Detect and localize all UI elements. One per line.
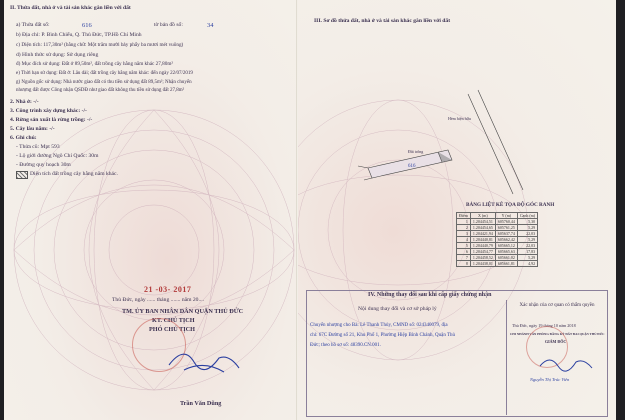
coord-y: 605665,63 <box>495 249 517 255</box>
confirm-column-title: Xác nhận của cơ quan có thẩm quyền <box>519 303 595 308</box>
coord-y: 605661,02 <box>495 255 517 261</box>
confirm-signer: Nguyễn Thị Trúc Viên <box>530 377 570 382</box>
lot-diagram <box>328 80 528 200</box>
note-2: - Lộ giới đường Ngô Chí Quốc: 30m <box>16 153 99 159</box>
construction: 3. Công trình xây dựng khác: -/- <box>10 108 87 114</box>
coord-table-title: BẢNG LIỆT KÊ TỌA ĐỘ GÓC RANH <box>466 202 555 208</box>
coord-header: Cạnh (m) <box>517 213 537 219</box>
coord-x: 1.204458,52 <box>470 255 495 261</box>
coord-y: 605761,25 <box>495 225 517 231</box>
lot-number: 616 <box>82 22 92 29</box>
point-id: 4 <box>457 237 471 243</box>
org-line-3: PHÓ CHỦ TỊCH <box>149 326 195 333</box>
point-id: 5 <box>457 243 471 249</box>
coord-header: X (m) <box>470 213 495 219</box>
table-row <box>457 261 538 267</box>
coord-x: 1.204454,51 <box>470 219 495 225</box>
org-line-2: KT. CHỦ TỊCH <box>152 317 195 324</box>
coord-x: 1.204454,77 <box>470 249 495 255</box>
edge-length: 22,03 <box>517 231 537 237</box>
confirm-org: CHI NHÁNH VĂN PHÒNG ĐĂNG KÝ ĐẤT ĐAI QUẬN THỦ ĐỨC <box>510 332 605 336</box>
signature <box>164 340 244 380</box>
left-page <box>4 0 300 420</box>
coord-x: 1.204440,79 <box>470 243 495 249</box>
point-id: 6 <box>457 249 471 255</box>
coord-y: 605760,44 <box>495 219 517 225</box>
change-text-2: chỉ: 67C Đường số 21, Khu Phố 1, Phường Hiệp Bình Chánh, Quận Thủ <box>310 333 456 338</box>
confirm-signature <box>536 352 596 374</box>
place-date: Thủ Đức, ngày ...... tháng ....... năm 20.... <box>112 297 205 303</box>
point-id: 7 <box>457 255 471 261</box>
lot-label: a) Thửa đất số: <box>16 22 50 28</box>
perennial: 5. Cây lâu năm: -/- <box>10 126 55 132</box>
coord-x: 1.204421,94 <box>470 231 495 237</box>
edge-length: 4,92 <box>517 261 537 267</box>
coord-y: 605662,42 <box>495 237 517 243</box>
legend-swatch <box>16 171 28 179</box>
change-column-title: Nội dung thay đổi và cơ sở pháp lý <box>358 306 437 312</box>
note-3: - Đường quy hoạch 30m <box>16 162 71 168</box>
origin-cont: nhượng đất được Công nhận QSDĐ như giao đất không thu tiền sử dụng đất 27,8m² <box>16 88 185 93</box>
coord-x: 1.204454,65 <box>470 225 495 231</box>
lot-number-map: 616 <box>408 164 416 169</box>
vacant-label: Đất trống <box>408 149 424 154</box>
coord-header: Điểm <box>457 213 471 219</box>
edge-length: 5,29 <box>517 237 537 243</box>
notes-title: 6. Ghi chú: <box>10 135 37 141</box>
edge-length: 5,29 <box>517 255 537 261</box>
coord-x: 1.204440,81 <box>470 237 495 243</box>
coord-y: 605637,74 <box>495 231 517 237</box>
coord-table <box>456 212 538 267</box>
address: b) Địa chỉ: P. Bình Chiểu, Q. Thủ Đức, TP.Hồ Chí Minh <box>16 32 142 38</box>
purpose: đ) Mục đích sử dụng: Đất ở 89,50m², đất trồng cây hằng năm khác 27,80m² <box>16 61 173 67</box>
map-label: tờ bản đồ số: <box>154 22 183 28</box>
forest: 4. Rừng sản xuất là rừng trồng: -/- <box>10 117 93 123</box>
signer-name: Trần Văn Dũng <box>180 400 222 407</box>
area: c) Diện tích: 117,30m² (bằng chữ: Một trăm mười bảy phẩy ba mươi mét vuông) <box>16 42 184 48</box>
map-number: 34 <box>207 22 214 29</box>
change-text-1: Chuyển nhượng cho Bà: Lê Thanh Thủy, CMND số: 024340079, địa <box>310 323 448 328</box>
point-id: 8 <box>457 261 471 267</box>
usage-form: d) Hình thức sử dụng: Sử dụng riêng <box>16 52 99 58</box>
coord-x: 1.204438,01 <box>470 261 495 267</box>
term: e) Thời hạn sử dụng: Đất ở: Lâu dài; đất trồng cây hằng năm khác: đến ngày 22/07/2019 <box>16 71 193 76</box>
confirm-date: Thủ Đức, ngày 19 tháng 10 năm 2018 <box>512 323 576 328</box>
legend-note: Diện tích đất trồng cây hằng năm khác. <box>30 171 118 177</box>
point-id: 3 <box>457 231 471 237</box>
section4-title: IV. Những thay đổi sau khi cấp giấy chứng nhận <box>368 292 492 298</box>
house: 2. Nhà ở: -/- <box>10 99 39 105</box>
org-line-1: TM. ỦY BAN NHÂN DÂN QUẬN THỦ ĐỨC <box>122 308 244 315</box>
confirm-title: GIÁM ĐỐC <box>545 339 567 344</box>
edge-length: 5,29 <box>517 225 537 231</box>
section3-title: III. Sơ đồ thửa đất, nhà ở và tài sản khác gắn liền với đất <box>314 18 451 24</box>
edge-length: 5,30 <box>517 219 537 225</box>
coord-y: 605665,12 <box>495 243 517 249</box>
edge-length: 17,83 <box>517 249 537 255</box>
road-label: Hẻm hiện hữu <box>448 116 471 121</box>
origin: g) Nguồn gốc sử dụng: Nhà nước giao đất có thu tiền sử dụng đất 89,5m²; Nhận chuyển <box>16 80 192 85</box>
section2-title: II. Thửa đất, nhà ở và tài sản khác gắn liền với đất <box>10 5 131 11</box>
note-1: - Thửa cũ: Mpt 593 <box>16 144 60 150</box>
change-text-3: Đức; theo hồ sơ số: 48390.CN.001. <box>310 343 381 348</box>
edge-length: 22,03 <box>517 243 537 249</box>
coord-header: Y (m) <box>495 213 517 219</box>
date-stamp: 21 -03- 2017 <box>144 285 192 294</box>
changes-divider <box>506 300 507 415</box>
coord-y: 605661,81 <box>495 261 517 267</box>
point-id: 1 <box>457 219 471 225</box>
right-page <box>298 0 616 420</box>
point-id: 2 <box>457 225 471 231</box>
